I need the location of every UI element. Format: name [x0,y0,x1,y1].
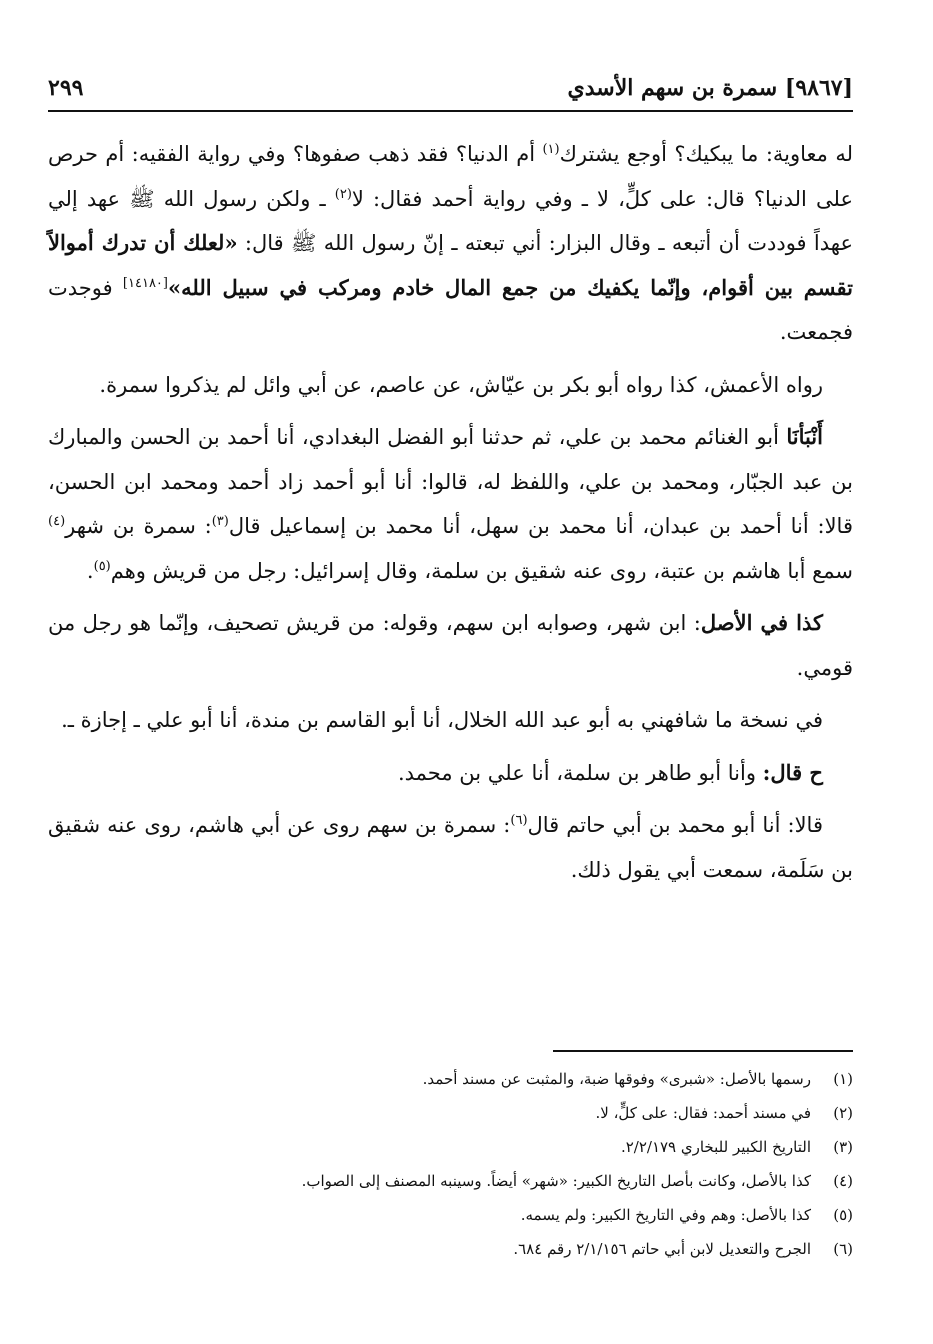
footnote-ref: (٦) [510,813,528,828]
paragraph-7: قالا: أنا أبو محمد بن أبي حاتم قال$^{(٦)}$: سمرة بن سهم روى عن أبي هاشم، روى عنه شقيق بن سَلَمة، سمعت أبي يقول ذلك. [48,813,853,882]
paragraph-4: كذا في الأصل: ابن شهر، وصوابه ابن سهم، وقوله: من قريش تصحيف، وإنّما هو رجل من قومي. [48,610,853,680]
isnad-lead: أَنْبَأنَا [786,424,823,449]
footnote-ref: (١) [542,142,560,157]
running-title: [٩٨٦٧] سمرة بن سهم الأسدي [567,75,853,101]
hadith-text: «لعلك أن تدرك أموالاً تقسم بين أقوام، وإنّما يكفيك من جمع المال خادم ومركب في سبيل الله» [48,230,853,300]
footnote: (٤)كذا بالأصل، وكانت بأصل التاريخ الكبير: «شهر» أيضاً. وسينبه المصنف إلى الصواب. [301,1172,853,1190]
paragraph-3: أَنْبَأنَا أبو الغنائم محمد بن علي، ثم حدثنا أبو الفضل البغدادي، أنا أحمد بن الحسن والمبارك بن عبد الجبّار، ومحمد بن علي، واللفظ له، قالوا: أنا أبو أحمد زاد أحمد ومحمد ابن الحسن، قالا: أنا أحمد بن عبدان، أنا محمد بن سهل، أنا محمد بن إسماعيل قال$^{(٣)}$: سمرة بن شهر$^{(٤)}$ سمع أبا هاشم بن عتبة، روى عنه شقيق بن سلمة، وقال إسرائيل: رجل من قريش وهم$^{(٥)}$. [48,424,853,583]
main-text [48,132,853,900]
footnote-ref: (٤) [48,514,66,529]
footnote: (٣)التاريخ الكبير للبخاري ٢/٢/١٧٩. [620,1138,853,1156]
footnote: (٦)الجرح والتعديل لابن أبي حاتم ٢/١/١٥٦ رقم ٦٨٤. [513,1240,853,1258]
footnote-ref: (٥) [93,558,111,574]
hadith-number: [١٤١٨٠] [122,275,168,291]
footnote: (١)رسمها بالأصل: «شبرى» وفوقها ضبة، والمثبت عن مسند أحمد. [422,1070,853,1088]
page-number: ٢٩٩ [48,75,84,101]
paragraph-1: له معاوية: ما يبكيك؟ أوجع يشترك$^{(١)}$ أم الدنيا؟ فقد ذهب صفوها؟ وفي رواية الفقيه: أم حرص على الدنيا؟ قال: على كلٍّ، لا ـ وفي رواية أحمد فقال: لا$^{(٢)}$ ـ ولكن رسول الله ﷺ عهد إلي عهداً فوددت أن أتبعه ـ وقال البزار: أني تبعته ـ إنّ رسول الله ﷺ قال: «لعلك أن تدرك أموالاً تقسم بين أقوام، وإنّما يكفيك من جمع المال خادم ومركب في سبيل الله»[١٤١٨٠] فوجدت فجمعت. [48,142,853,344]
footnote-divider [553,1050,853,1052]
footnotes [48,1062,853,1266]
footnote: (٢)في مسند أحمد: فقال: على كلٍّ، لا. [595,1104,853,1122]
paragraph-2: رواه الأعمش، كذا رواه أبو بكر بن عيّاش، عن عاصم، عن أبي وائل لم يذكروا سمرة. [99,372,823,397]
footnote-ref: (٣) [211,514,229,529]
paragraph-6: ح قال: وأنا أبو طاهر بن سلمة، أنا علي بن محمد. [397,759,823,785]
footnote: (٥)كذا بالأصل: وهم وفي التاريخ الكبير: ولم يسمه. [520,1206,853,1224]
page-header [48,66,853,112]
footnote-ref: (٢) [334,186,352,202]
paragraph-5: في نسخة ما شافهني به أبو عبد الله الخلال، أنا أبو القاسم بن مندة، أنا أبو علي ـ إجازة ـ. [61,708,823,732]
